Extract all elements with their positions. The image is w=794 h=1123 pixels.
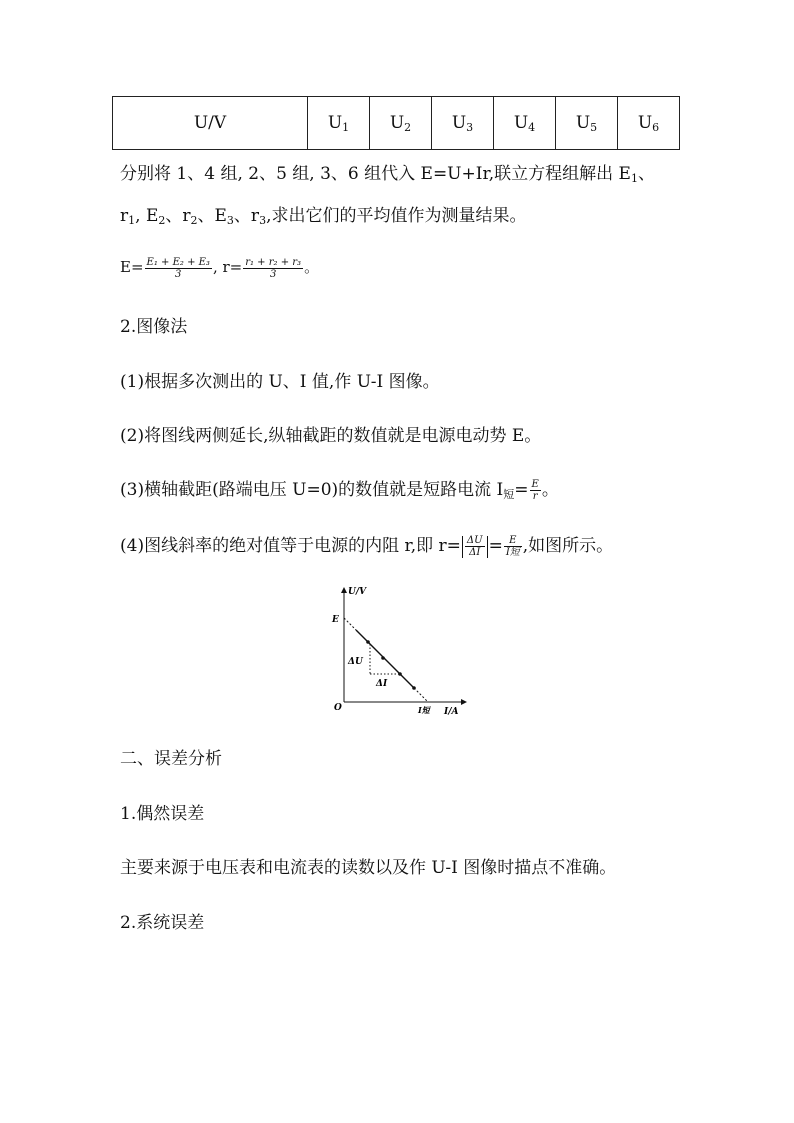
short-current-fraction: $\frac{E}{r}$ (531, 479, 539, 502)
paragraph-line-1: 分别将 1、4 组, 2、5 组, 3、6 组代入 E=U+Ir,联立方程组解出 $E_1$、 (120, 164, 655, 185)
slope-fraction: $\frac{\Delta U}{\Delta I}$ (466, 535, 483, 558)
subsection-title-systematic-error: 2.系统误差 (120, 913, 205, 933)
data-point (366, 640, 370, 644)
y-axis-label: U/V (348, 587, 367, 597)
table-cell-u6: $U_6$ (618, 97, 680, 150)
origin-label: O (334, 703, 342, 713)
delta-u-label: ΔU (348, 657, 363, 667)
resistance-fraction: $\frac{E}{\text{I短}}$ (505, 535, 520, 558)
delta-i-label: ΔI (376, 679, 388, 689)
table-cell-u3: $U_3$ (432, 97, 494, 150)
data-point (412, 686, 416, 690)
graph-method-item-4: (4)图线斜率的绝对值等于电源的内阻 r,即 r= $\frac{\Delta U}{\Delta I}$ = $\frac{E}{\text{I短}}$ ,如图所示。 (120, 535, 614, 558)
table-cell-u1: $U_1$ (308, 97, 370, 150)
e-label: E (332, 615, 339, 625)
average-formula: E= $\frac{\text{E₁ + E₂ + E₃}}{3}$ , r= $\frac{\text{r₁ + r₂ + r₃}}{3}$ 。 (120, 256, 320, 280)
graph-method-item-2: (2)将图线两侧延长,纵轴截距的数值就是电源电动势 E。 (120, 426, 542, 446)
table-row (113, 97, 680, 150)
data-point (381, 656, 385, 660)
x-axis-label: I/A (444, 707, 459, 717)
r-average-fraction: $\frac{\text{r₁ + r₂ + r₃}}{3}$ (245, 256, 302, 280)
table-header-cell: U/V (113, 97, 308, 150)
fit-line-extension-top (344, 618, 356, 630)
fit-line-extension-bottom (414, 688, 428, 702)
subsection-title-random-error: 1.偶然误差 (120, 804, 205, 824)
paragraph-line-2: $r_1$, $E_2$、$r_2$、$E_3$、$r_3$,求出它们的平均值作为测量结果。 (120, 206, 527, 227)
u-i-graph (326, 582, 476, 722)
i-short-label: I短 (418, 705, 430, 715)
table-cell-u5: $U_5$ (556, 97, 618, 150)
random-error-text: 主要来源于电压表和电流表的读数以及作 U-I 图像时描点不准确。 (120, 858, 617, 878)
section-title-error-analysis: 二、误差分析 (120, 749, 222, 769)
table-cell-u2: $U_2$ (370, 97, 432, 150)
table-cell-u4: $U_4$ (494, 97, 556, 150)
graph-method-item-1: (1)根据多次测出的 U、I 值,作 U-I 图像。 (120, 372, 440, 392)
data-point (398, 672, 402, 676)
graph-method-item-3: (3)横轴截距(路端电压 U=0)的数值就是短路电流 $I_短=$ $\frac{E}{r}$ 。 (120, 479, 559, 502)
section-title-graph-method: 2.图像法 (120, 317, 188, 337)
voltage-table (112, 96, 680, 150)
e-average-fraction: $\frac{\text{E₁ + E₂ + E₃}}{3}$ (146, 256, 210, 280)
